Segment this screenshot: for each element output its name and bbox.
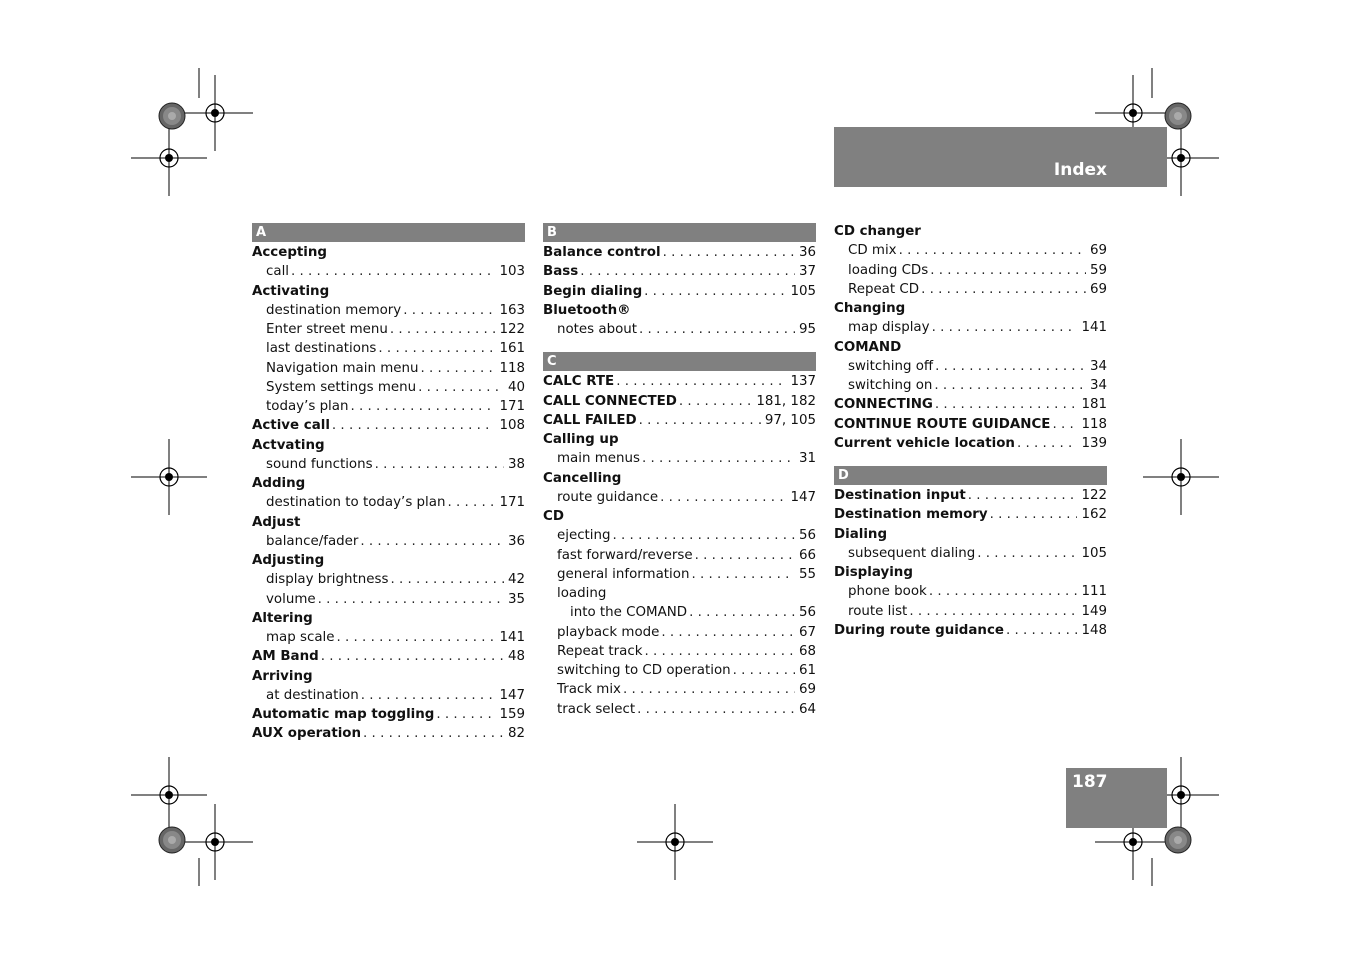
index-entry [543, 262, 816, 281]
index-subterm: loading [557, 586, 607, 601]
color-target-top-left [159, 103, 185, 129]
dot-leader [445, 493, 495, 512]
index-entry [543, 546, 816, 565]
dot-leader [689, 565, 795, 584]
page-reference[interactable]: 56 [798, 605, 816, 621]
page-reference[interactable]: 48 [507, 649, 525, 665]
index-entry [834, 280, 1107, 299]
section-heading: C [543, 352, 816, 371]
page-reference[interactable]: 55 [798, 566, 816, 582]
index-term: AM Band [252, 649, 319, 665]
page-reference[interactable]: 36 [798, 245, 816, 260]
dot-leader [642, 642, 794, 661]
dot-leader [907, 602, 1077, 621]
index-entry [834, 415, 1107, 434]
page-reference[interactable]: 97, 105 [764, 412, 816, 428]
index-column-2 [543, 222, 816, 719]
page-reference[interactable]: 181 [1081, 397, 1107, 413]
reg-mark-top-left-2 [131, 120, 207, 196]
page-reference[interactable]: 171 [499, 495, 525, 511]
index-subterm: System settings menu [266, 379, 417, 395]
index-entry [543, 623, 816, 642]
index-term: CD [543, 509, 564, 524]
index-entry [543, 565, 816, 584]
page-reference[interactable]: 42 [507, 572, 525, 588]
index-subterm: notes about [557, 322, 638, 337]
page-reference[interactable]: 161 [499, 341, 525, 357]
index-subterm: switching to CD operation [557, 663, 731, 678]
dot-leader [611, 526, 795, 545]
index-entry [252, 320, 525, 339]
dot-leader [659, 623, 795, 642]
page-reference[interactable]: 66 [798, 547, 816, 563]
dot-leader [975, 544, 1077, 563]
index-entry [543, 680, 816, 699]
index-entry [834, 376, 1107, 395]
page-reference[interactable]: 67 [798, 624, 816, 640]
dot-leader [418, 359, 495, 378]
page-reference[interactable]: 118 [499, 360, 525, 376]
index-term: CD changer [834, 224, 921, 239]
page-reference[interactable]: 35 [507, 591, 525, 607]
index-term: Arriving [252, 668, 313, 684]
index-term: Dialing [834, 526, 888, 542]
index-entry [543, 243, 816, 262]
page-reference[interactable]: 147 [790, 489, 816, 505]
page-reference[interactable]: 34 [1089, 378, 1107, 393]
index-entry [252, 609, 525, 628]
dot-leader [335, 628, 496, 647]
index-entry [834, 582, 1107, 601]
page-reference[interactable]: 147 [499, 687, 525, 703]
dot-leader [373, 455, 504, 474]
page-reference[interactable]: 38 [507, 456, 525, 472]
page-reference[interactable]: 36 [507, 533, 525, 549]
reg-mark-bottom-center [637, 804, 713, 880]
index-entry [252, 705, 525, 724]
page-reference[interactable]: 69 [1089, 281, 1107, 297]
section-heading: A [252, 223, 525, 242]
index-term: Bass [543, 264, 579, 280]
index-column-3 [834, 222, 1107, 640]
page-reference[interactable]: 171 [499, 399, 525, 414]
dot-leader [677, 392, 752, 411]
dot-leader [637, 320, 795, 339]
index-subterm: switching off [848, 358, 934, 374]
index-entry [543, 449, 816, 468]
index-term: Balance control [543, 245, 661, 260]
dot-leader [578, 262, 795, 281]
dot-leader [388, 320, 496, 339]
index-term: Adding [252, 476, 306, 491]
reg-mark-bottom-left-2 [177, 804, 253, 880]
reg-mark-mid-left [131, 439, 207, 515]
index-entry [543, 392, 816, 411]
page-reference[interactable]: 163 [499, 302, 525, 318]
page-reference[interactable]: 105 [1081, 545, 1107, 561]
section-gap [834, 453, 1107, 465]
dot-leader [731, 661, 795, 680]
index-entry [834, 486, 1107, 505]
index-entry [834, 525, 1107, 544]
dot-leader [348, 397, 495, 416]
dot-leader [988, 505, 1078, 524]
index-entry [252, 436, 525, 455]
index-subterm: switching on [848, 378, 933, 393]
index-entry [834, 505, 1107, 524]
dot-leader [687, 603, 795, 622]
index-entry [834, 299, 1107, 318]
index-entry [252, 416, 525, 435]
index-entry [252, 513, 525, 532]
dot-leader [635, 700, 795, 719]
color-target-bottom-right [1165, 827, 1191, 853]
index-subterm: sound functions [266, 456, 373, 472]
dot-leader [930, 318, 1078, 337]
index-entry [543, 603, 816, 622]
index-entry [252, 474, 525, 493]
index-entry [252, 686, 525, 705]
index-term: CONNECTING [834, 397, 933, 413]
index-entry [252, 628, 525, 647]
index-entry [543, 661, 816, 680]
index-entry [252, 647, 525, 666]
index-term: Changing [834, 301, 906, 316]
index-entry [834, 395, 1107, 414]
index-term: Begin dialing [543, 283, 643, 299]
index-subterm: fast forward/reverse [557, 547, 693, 563]
page-reference[interactable]: 148 [1081, 622, 1107, 638]
index-term: CALL CONNECTED [543, 393, 677, 409]
index-subterm: ejecting [557, 528, 611, 544]
dot-leader [416, 378, 504, 397]
dot-leader [359, 686, 496, 705]
dot-leader [897, 241, 1086, 260]
index-term: Accepting [252, 245, 328, 260]
index-subterm: track select [557, 701, 636, 717]
index-entry [543, 584, 816, 603]
index-entry [834, 241, 1107, 260]
page-reference[interactable]: 37 [798, 264, 816, 280]
index-entry [834, 338, 1107, 357]
index-subterm: loading CDs [848, 262, 929, 278]
index-subterm: Repeat CD [848, 281, 920, 297]
page-reference[interactable]: 82 [507, 726, 525, 742]
page-reference[interactable]: 159 [499, 707, 525, 722]
index-entry [543, 700, 816, 719]
dot-leader [401, 301, 495, 320]
index-entry [252, 532, 525, 551]
index-term: Current vehicle location [834, 435, 1015, 451]
page-reference[interactable]: 162 [1081, 507, 1107, 523]
index-entry [252, 282, 525, 301]
index-term: During route guidance [834, 622, 1004, 638]
index-subterm: Repeat track [557, 643, 643, 659]
dot-leader [361, 724, 504, 743]
index-term: Cancelling [543, 470, 622, 486]
reg-mark-bottom-left-1 [131, 757, 207, 833]
dot-leader [289, 262, 495, 281]
index-entry [252, 243, 525, 262]
index-term: Bluetooth® [543, 302, 631, 318]
page-reference[interactable]: 69 [798, 682, 816, 698]
index-column-1 [252, 222, 525, 744]
header-bar [834, 127, 1167, 187]
index-entry [543, 282, 816, 301]
page-reference[interactable]: 137 [790, 374, 816, 390]
page-reference[interactable]: 181, 182 [756, 393, 816, 409]
index-entry [543, 301, 816, 320]
index-entry [252, 455, 525, 474]
index-entry [834, 563, 1107, 582]
dot-leader [376, 339, 495, 358]
index-entry [834, 434, 1107, 453]
index-entry [543, 372, 816, 391]
index-subterm: main menus [557, 451, 640, 467]
dot-leader [640, 449, 795, 468]
page-number: 187 [1072, 772, 1108, 792]
index-entry [252, 493, 525, 512]
index-entry [252, 359, 525, 378]
index-term: CALL FAILED [543, 412, 637, 428]
index-subterm: route list [848, 603, 908, 619]
dot-leader [1050, 415, 1077, 434]
dot-leader [358, 532, 504, 551]
index-entry [252, 570, 525, 589]
index-entry [543, 411, 816, 430]
index-subterm: call [266, 264, 290, 280]
index-term: Active call [252, 418, 330, 434]
index-entry [252, 301, 525, 320]
page-reference[interactable]: 103 [499, 264, 525, 280]
page-reference[interactable]: 122 [1081, 488, 1107, 503]
index-subterm: Track mix [557, 682, 621, 698]
index-entry [543, 642, 816, 661]
index-subterm: map scale [266, 630, 335, 645]
index-subterm: subsequent dialing [848, 545, 976, 561]
index-term: Altering [252, 610, 313, 626]
page-reference[interactable]: 149 [1081, 603, 1107, 619]
dot-leader [966, 486, 1078, 505]
index-subterm: Enter street menu [266, 322, 388, 337]
page-reference[interactable]: 108 [499, 418, 525, 434]
dot-leader [933, 395, 1078, 414]
page-reference[interactable]: 31 [798, 451, 816, 467]
page-reference[interactable]: 61 [798, 663, 816, 678]
dot-leader [693, 546, 795, 565]
index-entry [834, 261, 1107, 280]
index-term: Adjust [252, 514, 301, 530]
index-term: Activating [252, 283, 330, 299]
dot-leader [661, 243, 795, 262]
index-term: Calling up [543, 432, 619, 447]
page-reference[interactable]: 122 [499, 322, 525, 337]
index-entry [252, 724, 525, 743]
page-reference[interactable]: 64 [798, 701, 816, 717]
index-subterm: phone book [848, 584, 927, 600]
dot-leader [658, 488, 786, 507]
index-entry [834, 621, 1107, 640]
dot-leader [614, 372, 786, 391]
section-gap [543, 339, 816, 351]
dot-leader [927, 582, 1078, 601]
page-reference[interactable]: 111 [1081, 584, 1107, 600]
page-reference[interactable]: 141 [1081, 320, 1107, 336]
index-entry [543, 320, 816, 339]
index-subterm: destination to today’s plan [266, 495, 446, 511]
index-term: COMAND [834, 339, 902, 355]
index-entry [252, 551, 525, 570]
index-entry [252, 339, 525, 358]
dot-leader [316, 590, 504, 609]
page-reference[interactable]: 139 [1081, 435, 1107, 451]
section-heading: D [834, 466, 1107, 485]
dot-leader [642, 282, 786, 301]
dot-leader [928, 261, 1086, 280]
index-subterm: Navigation main menu [266, 360, 419, 376]
page-reference[interactable]: 95 [798, 322, 816, 337]
index-term: CALC RTE [543, 374, 615, 390]
dot-leader [434, 705, 495, 724]
index-subterm: playback mode [557, 624, 660, 640]
index-entry [543, 469, 816, 488]
page-reference[interactable]: 69 [1089, 243, 1107, 259]
index-entry [834, 544, 1107, 563]
page-reference[interactable]: 56 [798, 528, 816, 544]
index-entry [834, 357, 1107, 376]
page-reference[interactable]: 59 [1089, 262, 1107, 278]
index-term: Actvating [252, 437, 325, 453]
index-entry [543, 526, 816, 545]
index-term: Adjusting [252, 553, 325, 568]
dot-leader [932, 376, 1086, 395]
page-title: Index [1053, 160, 1107, 180]
index-entry [252, 378, 525, 397]
dot-leader [1004, 621, 1077, 640]
dot-leader [319, 647, 504, 666]
index-subterm: today’s plan [266, 399, 349, 414]
page-reference[interactable]: 118 [1081, 416, 1107, 432]
index-entry [543, 507, 816, 526]
color-target-top-right [1165, 103, 1191, 129]
index-term: Destination input [834, 488, 966, 503]
index-subterm: display brightness [266, 572, 389, 588]
dot-leader [637, 411, 761, 430]
index-entry [834, 222, 1107, 241]
index-entry [543, 488, 816, 507]
page-number-box [1066, 768, 1167, 828]
index-entry [834, 318, 1107, 337]
page-reference[interactable]: 68 [798, 643, 816, 659]
index-entry [543, 430, 816, 449]
color-target-bottom-left [159, 827, 185, 853]
index-term: AUX operation [252, 726, 362, 742]
index-subterm: map display [848, 320, 930, 336]
dot-leader [933, 357, 1086, 376]
dot-leader [388, 570, 504, 589]
page-reference[interactable]: 141 [499, 630, 525, 645]
index-subterm: balance/fader [266, 533, 359, 549]
dot-leader [621, 680, 795, 699]
index-term: Destination memory [834, 507, 988, 523]
reg-mark-top-left-1 [177, 75, 253, 151]
page-reference[interactable]: 105 [790, 283, 816, 299]
section-heading: B [543, 223, 816, 242]
index-entry [834, 602, 1107, 621]
index-entry [252, 590, 525, 609]
index-subterm: last destinations [266, 341, 377, 357]
index-term: Automatic map toggling [252, 707, 435, 722]
index-entry [252, 397, 525, 416]
dot-leader [330, 416, 496, 435]
dot-leader [919, 280, 1086, 299]
index-subterm: volume [266, 591, 316, 607]
index-subterm: destination memory [266, 302, 402, 318]
index-subterm: into the COMAND [570, 605, 688, 621]
index-entry [252, 667, 525, 686]
index-term: CONTINUE ROUTE GUIDANCE [834, 416, 1051, 432]
page-reference[interactable]: 40 [507, 379, 525, 395]
index-entry [252, 262, 525, 281]
index-term: Displaying [834, 565, 913, 580]
dot-leader [1015, 434, 1078, 453]
index-subterm: CD mix [848, 243, 897, 259]
reg-mark-mid-right [1143, 439, 1219, 515]
index-subterm: general information [557, 566, 690, 582]
index-subterm: route guidance [557, 489, 659, 505]
index-subterm: at destination [266, 687, 359, 703]
page-reference[interactable]: 34 [1089, 358, 1107, 374]
